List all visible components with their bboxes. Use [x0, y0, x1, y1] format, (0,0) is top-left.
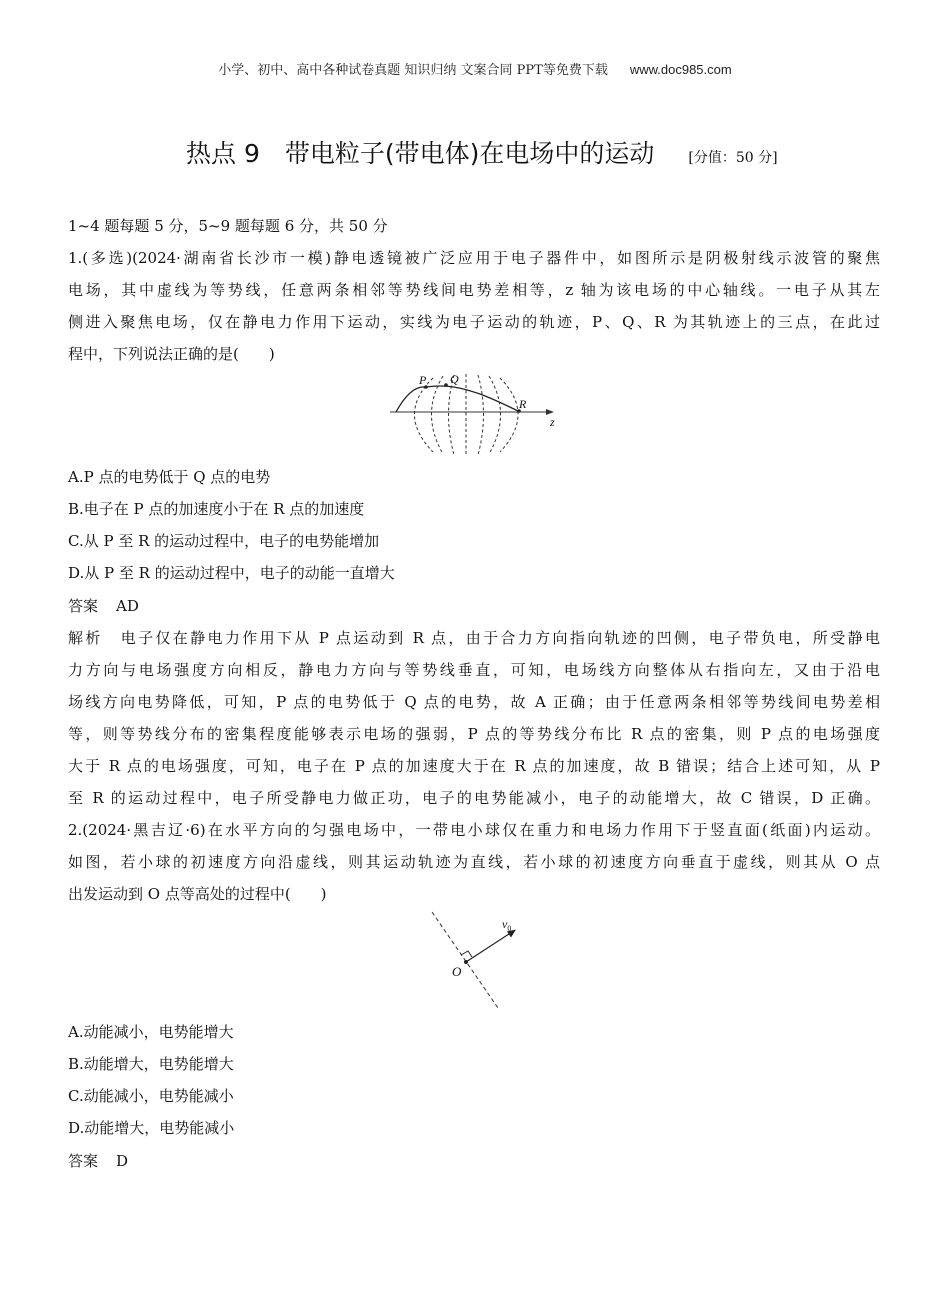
q2-stem-line-3: 出发运动到 O 点等高处的过程中( ) — [68, 885, 327, 903]
q2-option-a: A.动能减小，电势能增大 — [68, 1023, 234, 1041]
q1-analysis-line-3: 场线方向电势降低，可知，P 点的电势低于 Q 点的电势，故 A 正确；由于任意两条相邻等势线间电势差相 — [68, 693, 880, 711]
right-angle-mark — [461, 951, 472, 957]
q1-stem-line-4: 程中，下列说法正确的是( ) — [68, 345, 275, 363]
label-z: z — [550, 415, 555, 429]
q1-option-a: A.P 点的电势低于 Q 点的电势 — [68, 468, 271, 486]
q2-answer-label: 答案 — [68, 1152, 99, 1170]
label-v: v — [502, 917, 508, 931]
header-banner — [0, 59, 950, 78]
header-banner-text: 小学、初中、高中各种试卷真题 知识归纳 文案合同 PPT等免费下载 — [218, 63, 608, 78]
header-url-link[interactable]: www.doc985.com — [629, 62, 732, 77]
label-v-sub: 0 — [507, 924, 512, 933]
q1-analysis-line-2: 力方向与电场强度方向相反，静电力方向与等势线垂直，可知，电场线方向整体从右指向左，又由于沿电 — [68, 661, 880, 679]
title-text: 热点 9 带电粒子(带电体)在电场中的运动 — [186, 139, 655, 168]
label-q: Q — [450, 372, 459, 386]
q2-stem-line-2: 如图，若小球的初速度方向沿虚线，则其运动轨迹为直线，若小球的初速度方向垂直于虚线，则其从 O 点 — [68, 853, 880, 871]
q1-analysis-line-4: 等，则等势线分布的密集程度能够表示电场的强弱，P 点的等势线分布比 R 点的密集，则 P 点的电场强度 — [68, 725, 880, 743]
q2-stem-line-1: 2.(2024·黑吉辽·6)在水平方向的匀强电场中，一带电小球仅在重力和电场力作用下于竖直面(纸面)内运动。 — [68, 821, 880, 839]
q1-answer — [68, 590, 139, 622]
q2-answer-value: D — [116, 1152, 129, 1170]
q1-option-c: C.从 P 至 R 的运动过程中，电子的电势能增加 — [68, 532, 380, 550]
q1-option-d: D.从 P 至 R 的运动过程中，电子的动能一直增大 — [68, 564, 395, 582]
q1-stem-line-1: 1.(多选)(2024·湖南省长沙市一模)静电透镜被广泛应用于电子器件中，如图所示是阴极射线示波管的聚焦 — [68, 249, 880, 267]
q2-figure — [420, 908, 530, 1014]
page-title — [186, 134, 886, 170]
q1-answer-label: 答案 — [68, 597, 99, 615]
label-p: P — [419, 373, 427, 387]
q1-stem-line-3: 侧进入聚焦电场，仅在静电力作用下运动，实线为电子运动的轨迹，P、Q、R 为其轨迹上的三点，在此过 — [68, 313, 880, 331]
q1-analysis-text-1: 电子仅在静电力作用下从 P 点运动到 R 点，由于合力方向指向轨迹的凹侧，电子带负电，所受静电 — [120, 629, 880, 647]
q1-analysis-label: 解析 — [68, 629, 103, 647]
point-q — [444, 383, 448, 387]
q2-answer — [68, 1145, 128, 1177]
label-o: O — [452, 964, 462, 979]
q2-option-d: D.动能增大，电势能减小 — [68, 1119, 235, 1137]
label-v0 — [502, 917, 511, 933]
q1-option-b: B.电子在 P 点的加速度小于在 R 点的加速度 — [68, 500, 365, 518]
q2-option-b: B.动能增大，电势能增大 — [68, 1055, 234, 1073]
dashed-line — [432, 912, 498, 1008]
point-o — [464, 960, 468, 964]
title-score: [分值：50 分] — [688, 150, 778, 166]
q2-option-c: C.动能减小，电势能减小 — [68, 1087, 234, 1105]
q1-stem-line-2: 电场，其中虚线为等势线，任意两条相邻等势线间电势差相等，z 轴为该电场的中心轴线。一电子从其左 — [68, 281, 880, 299]
label-r: R — [519, 397, 527, 411]
q1-figure — [388, 372, 568, 456]
q1-answer-value: AD — [116, 597, 139, 615]
scoring-note: 1~4 题每题 5 分，5~9 题每题 6 分，共 50 分 — [68, 217, 388, 235]
q1-analysis-line-6: 至 R 的运动过程中，电子所受静电力做正功，电子的电势能减小，电子的动能增大，故 C 错误，D 正确。 — [68, 789, 880, 807]
q1-analysis-line-5: 大于 R 点的电场强度，可知，电子在 P 点的加速度大于在 R 点的加速度，故 B 错误；结合上述可知，从 P — [68, 757, 880, 775]
q1-analysis-line-1 — [68, 622, 880, 654]
velocity-arrow — [466, 932, 512, 962]
